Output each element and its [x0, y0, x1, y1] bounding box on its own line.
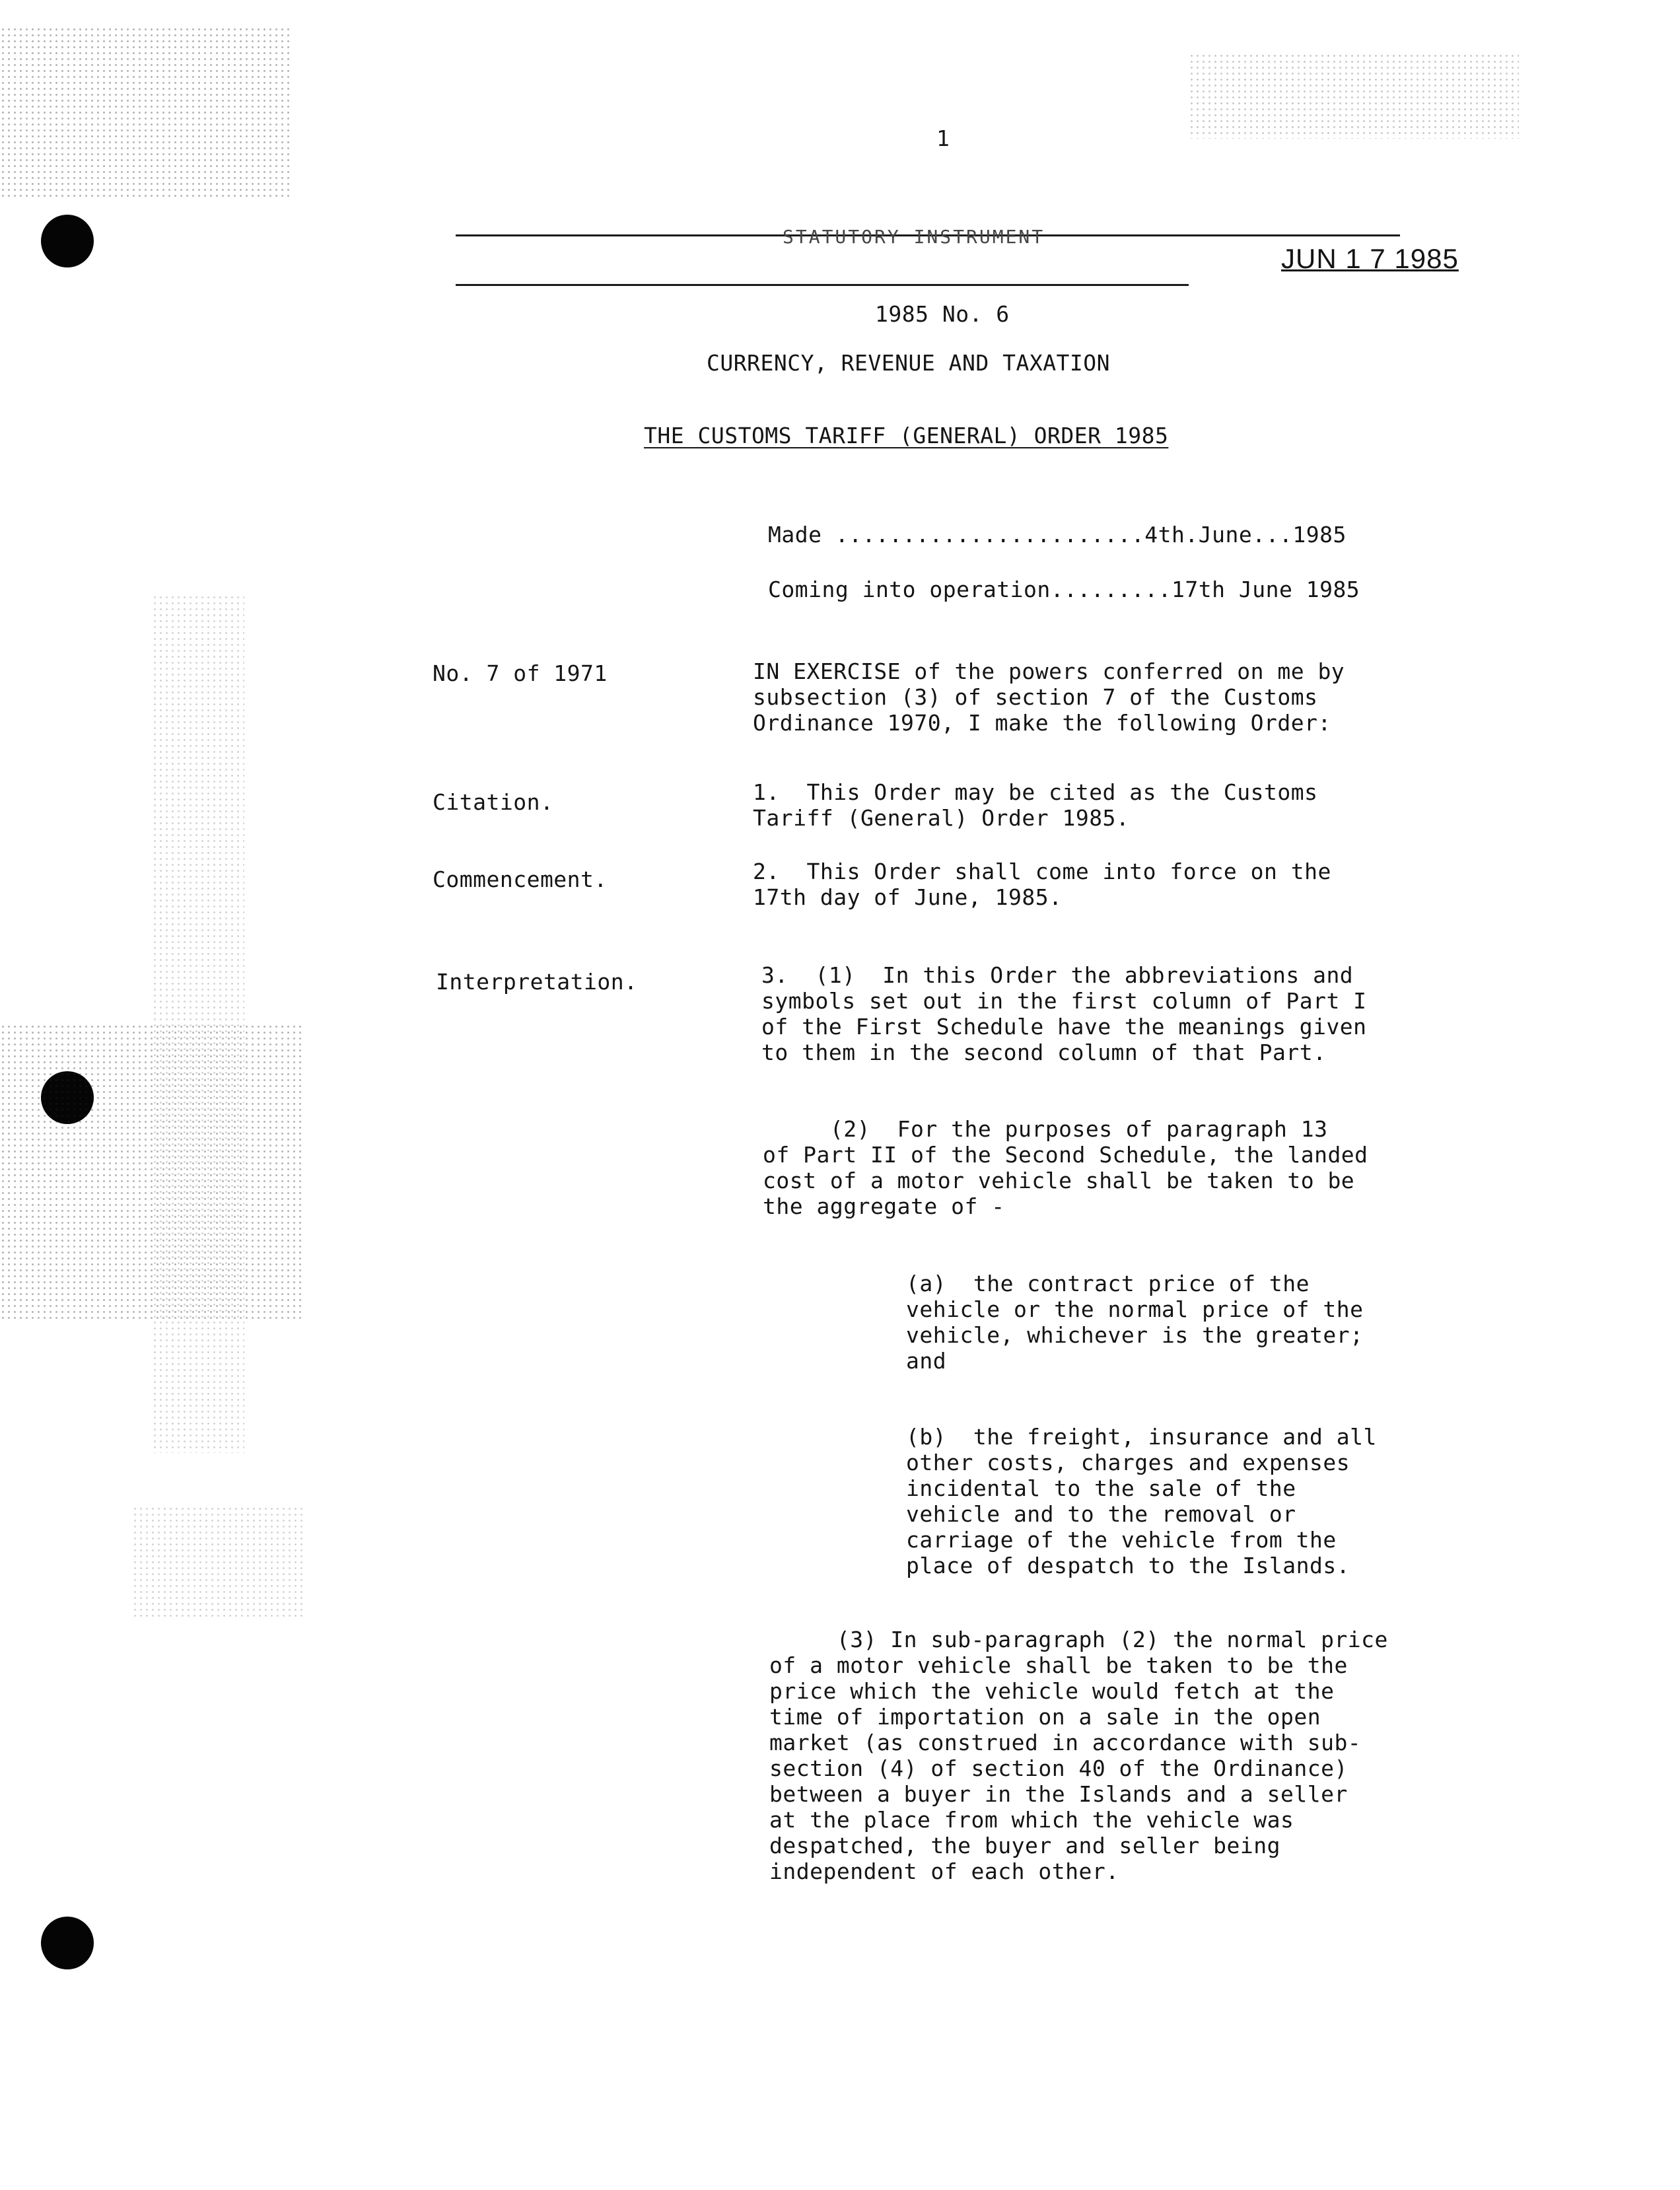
scan-noise-top-left — [0, 26, 291, 198]
instrument-number: 1985 No. 6 — [875, 301, 1010, 327]
punch-hole-top — [41, 215, 94, 267]
scan-noise-lower-left — [132, 1506, 304, 1618]
header-rule-bottom — [456, 284, 1189, 286]
paragraph-1-citation: 1. This Order may be cited as the Customs Tariff (General) Order 1985. — [753, 779, 1318, 831]
scan-noise-top-right — [1189, 53, 1519, 139]
margin-note-interpretation: Interpretation. — [436, 969, 638, 995]
paragraph-3-2-a: (a) the contract price of the vehicle or the normal price of the vehicle, whichever is the greater; and — [906, 1271, 1364, 1374]
paragraph-2-commencement: 2. This Order shall come into force on the 17th day of June, 1985. — [753, 859, 1331, 910]
instrument-label: STATUTORY INSTRUMENT — [783, 226, 1045, 248]
punch-hole-bottom — [41, 1917, 94, 1969]
order-title: THE CUSTOMS TARIFF (GENERAL) ORDER 1985 — [644, 423, 1169, 448]
preamble: IN EXERCISE of the powers conferred on me by subsection (3) of section 7 of the Customs Ordinance 1970, I make the following Order: — [753, 658, 1345, 736]
margin-note-authority: No. 7 of 1971 — [433, 660, 608, 686]
paragraph-3-1-interpretation: 3. (1) In this Order the abbreviations and symbols set out in the first column of Part I of the First Schedule have the meanings given to them in the second column of that Part. — [761, 962, 1367, 1065]
margin-note-citation: Citation. — [433, 789, 554, 815]
subject-heading: CURRENCY, REVENUE AND TAXATION — [707, 350, 1111, 376]
page-number: 1 — [936, 125, 950, 151]
paragraph-3-2: (2) For the purposes of paragraph 13 of Part II of the Second Schedule, the landed cost of a motor vehicle shall be taken to be the aggregate of - — [763, 1116, 1368, 1219]
paragraph-3-2-b: (b) the freight, insurance and all other costs, charges and expenses incidental to the sale of the vehicle and to the removal or carriage of the vehicle from the place of despatch to the Islands. — [906, 1424, 1377, 1578]
paragraph-3-3: (3) In sub-paragraph (2) the normal price of a motor vehicle shall be taken to be the price which the vehicle would fetch at the time of importation on a sale in the open market (as construed in accordance with sub- section (4) of section 40 of the Ordinance) between a buyer in the Islands and a seller at the place from which the vehicle was despatched, the buyer and seller being independent of each other. — [769, 1627, 1388, 1884]
made-date: Made .......................4th.June...1985 — [768, 522, 1347, 548]
scan-noise-left-column — [152, 594, 244, 1453]
coming-into-operation-date: Coming into operation.........17th June 1985 — [768, 577, 1360, 602]
margin-note-commencement: Commencement. — [433, 866, 608, 892]
date-stamp: JUN 1 7 1985 — [1281, 243, 1459, 274]
